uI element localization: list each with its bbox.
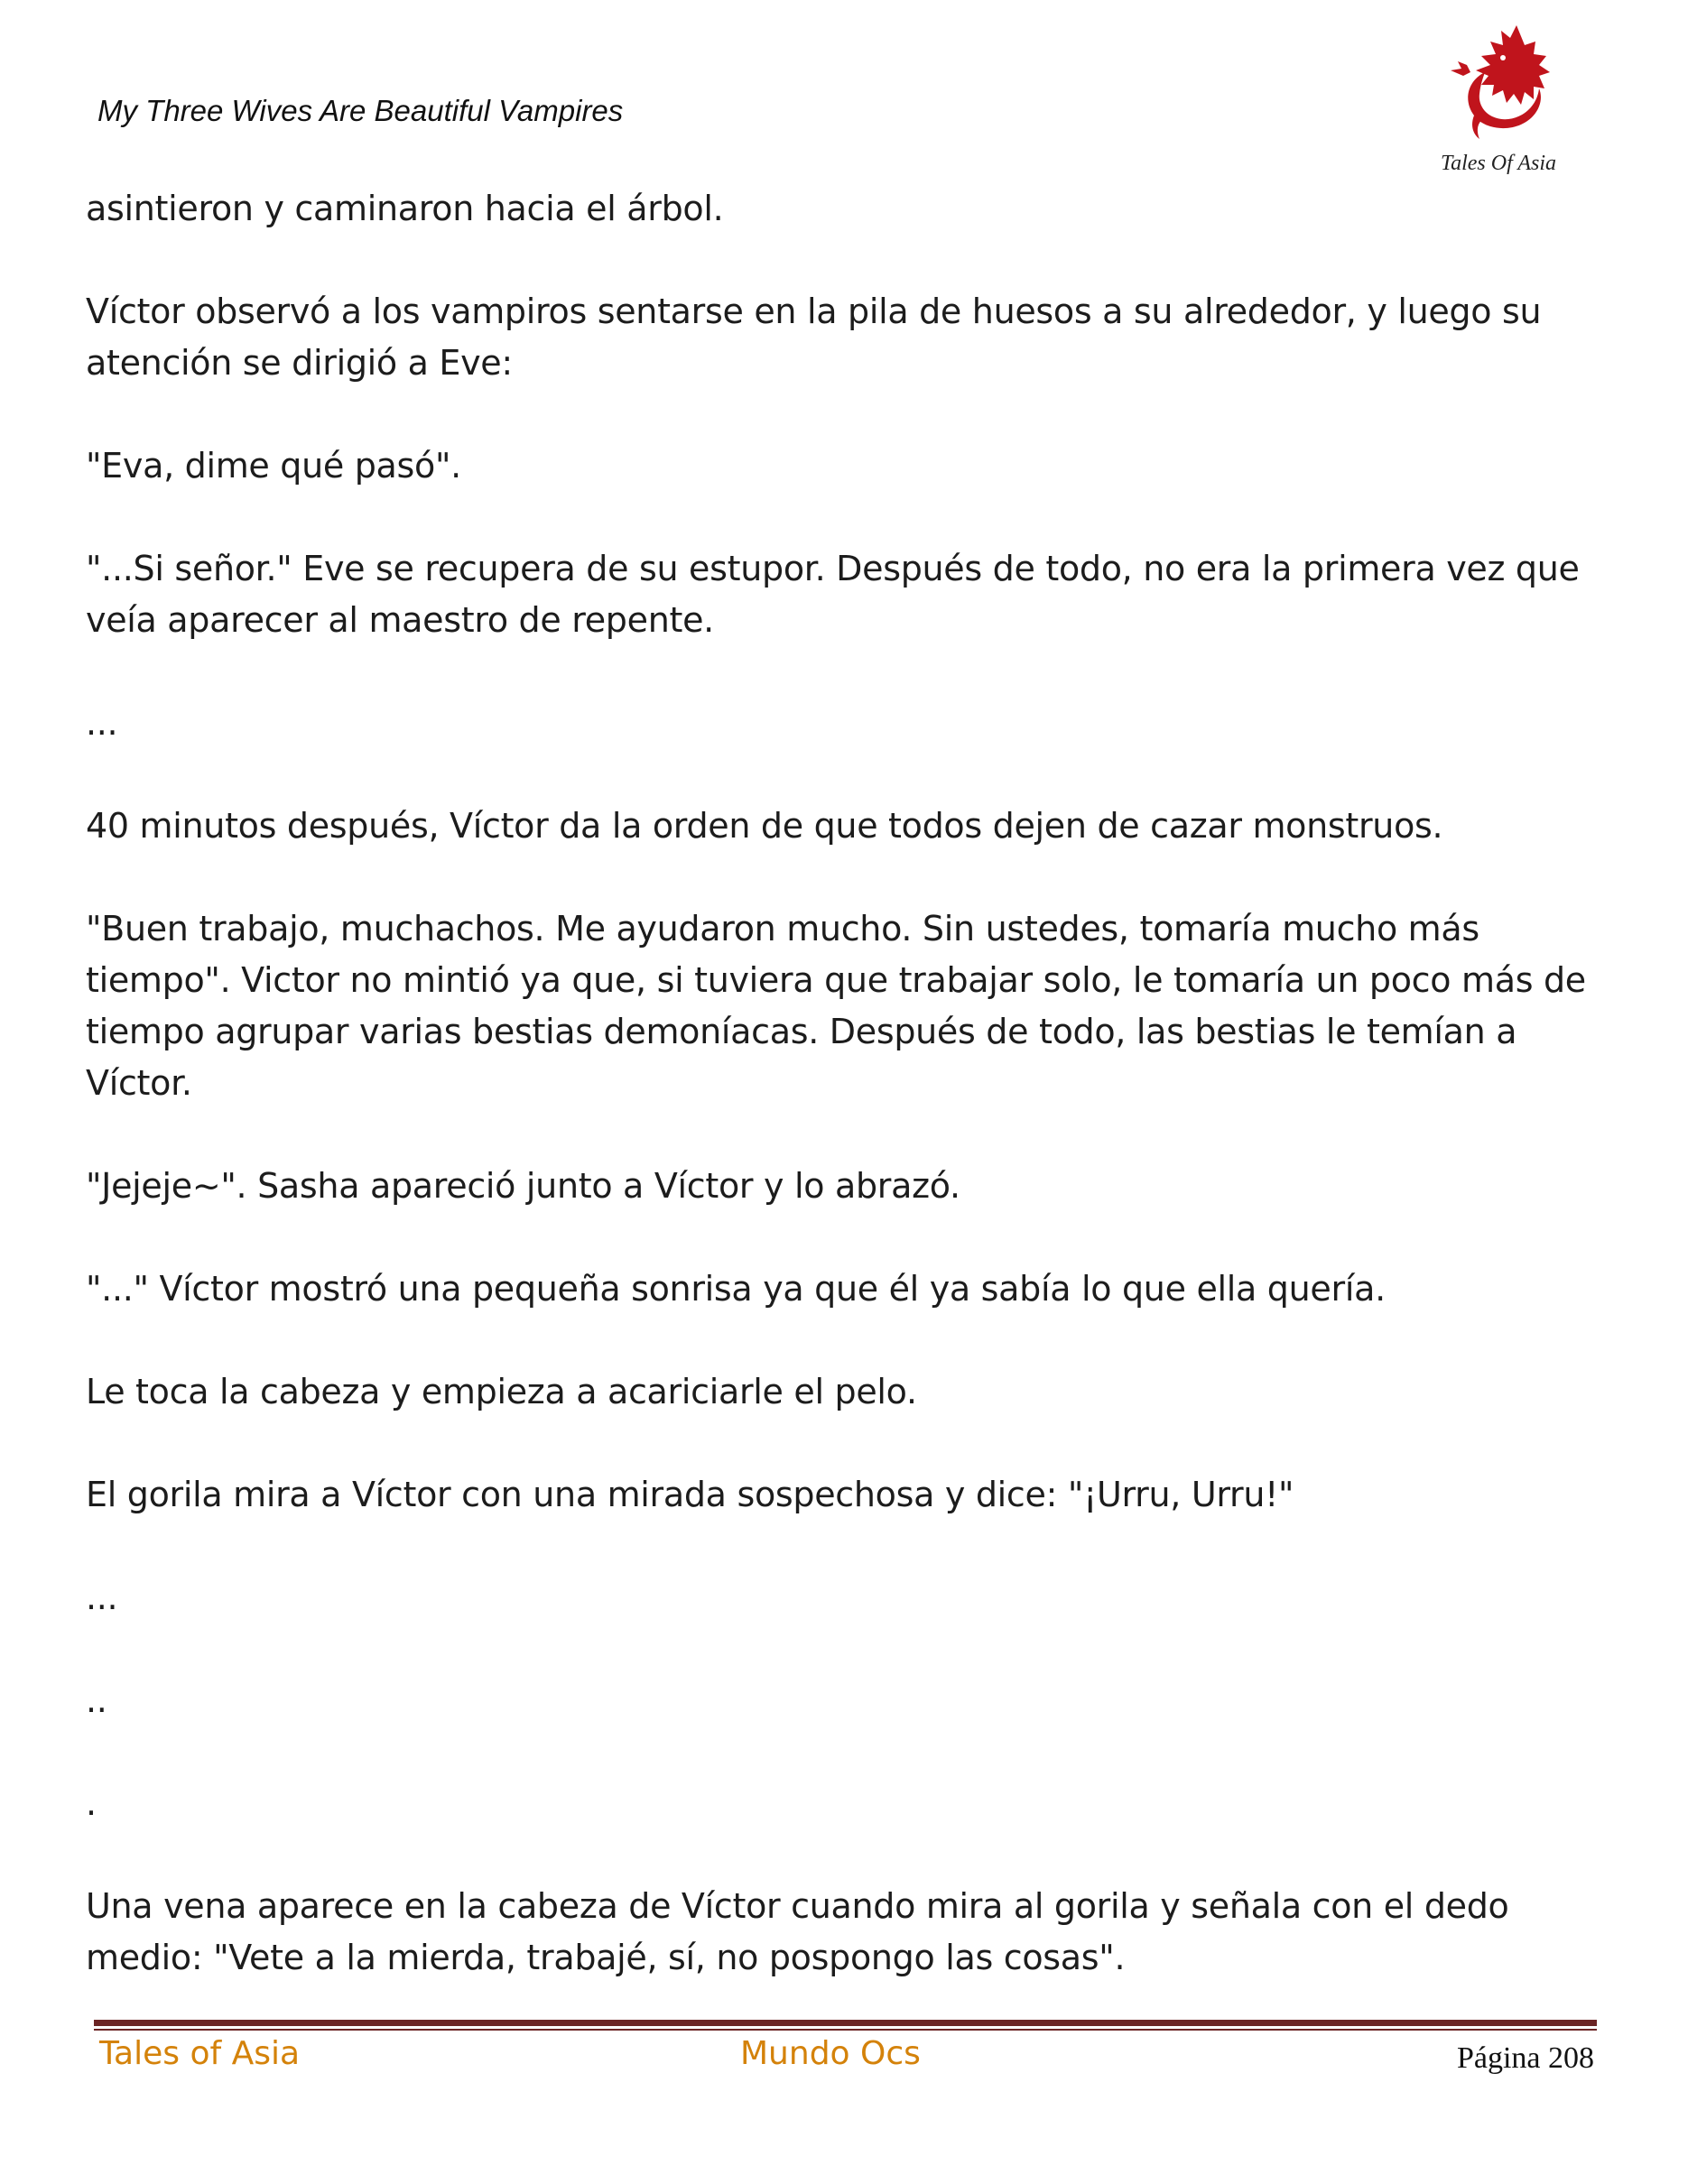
paragraph: Una vena aparece en la cabeza de Víctor cuando mira al gorila y señala con el dedo medio: "Vete a la mierda, trabajé, sí, no pospongo las cosas".: [86, 1886, 1509, 1977]
footer-divider-thin: [94, 2029, 1597, 2031]
paragraph: El gorila mira a Víctor con una mirada sospechosa y dice: "¡Urru, Urru!": [86, 1475, 1294, 1514]
paragraph: Le toca la cabeza y empieza a acariciarle el pelo.: [86, 1372, 917, 1411]
paragraph: ...: [86, 1578, 118, 1617]
paragraph: asintieron y caminaron hacia el árbol.: [86, 189, 724, 228]
footer-divider: [94, 2020, 1597, 2026]
page-number: Página 208: [1456, 2041, 1594, 2075]
document-body: [86, 183, 1602, 2035]
paragraph: "Eva, dime qué pasó".: [86, 446, 461, 486]
footer-publisher: Tales of Asia: [99, 2035, 301, 2072]
logo-text: Tales Of Asia: [1440, 152, 1557, 175]
paragraph: ...: [86, 703, 118, 743]
document-header-title: My Three Wives Are Beautiful Vampires: [97, 94, 624, 127]
footer-section: Mundo Ocs: [740, 2035, 921, 2072]
paragraph: .: [86, 1783, 97, 1823]
paragraph: "Buen trabajo, muchachos. Me ayudaron mucho. Sin ustedes, tomaría mucho más tiempo". Victor no mintió ya que, si tuviera que trabajar solo, le tomaría un poco más de tiempo agrupar varias bestias demoníacas. Después de todo, las bestias le temían a Víctor.: [86, 909, 1586, 1103]
paragraph: 40 minutos después, Víctor da la orden de que todos dejen de cazar monstruos.: [86, 806, 1443, 846]
paragraph: "Jejeje~". Sasha apareció junto a Víctor y lo abrazó.: [86, 1166, 960, 1206]
paragraph: ..: [86, 1680, 107, 1720]
paragraph: "...Si señor." Eve se recupera de su estupor. Después de todo, no era la primera vez que veía aparecer al maestro de repente.: [86, 549, 1580, 640]
paragraph: "..." Víctor mostró una pequeña sonrisa ya que él ya sabía lo que ella quería.: [86, 1269, 1386, 1309]
paragraph: Víctor observó a los vampiros sentarse en la pila de huesos a su alrededor, y luego su atención se dirigió a Eve:: [86, 292, 1542, 383]
red-dragon-icon: [1431, 18, 1566, 153]
tales-of-asia-logo: [1431, 18, 1566, 180]
